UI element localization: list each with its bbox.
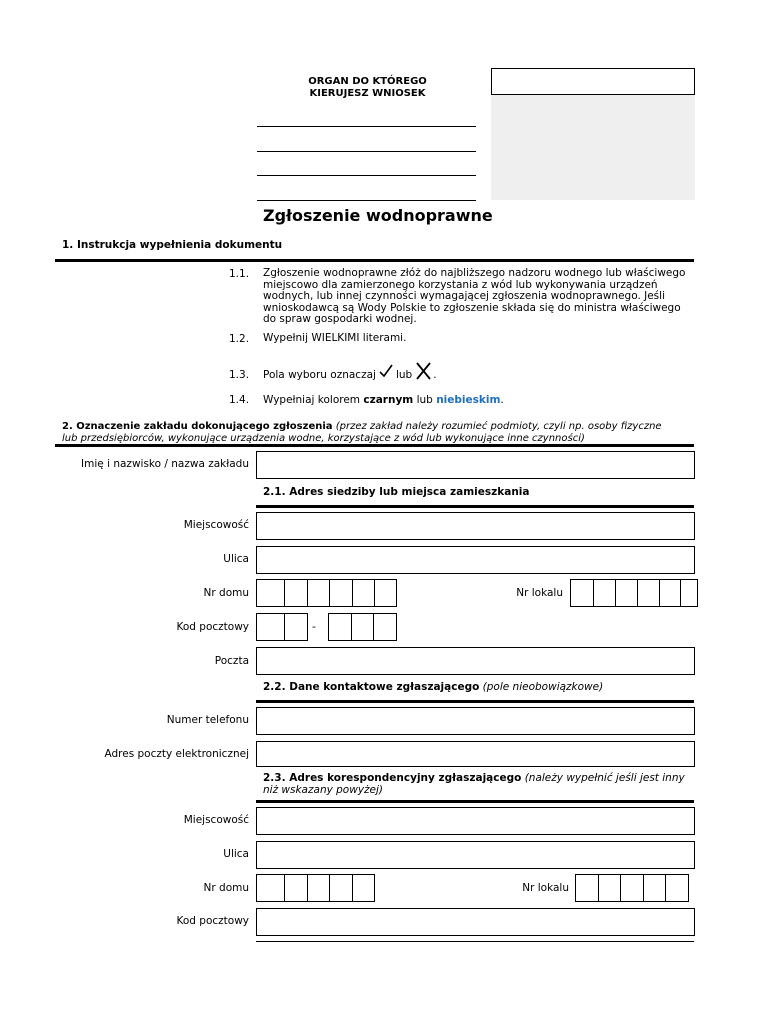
instr-1-3-num: 1.3. [229,369,250,381]
corr-flat-number-field[interactable] [575,874,689,902]
house-number-cell[interactable] [330,580,353,606]
postal-code-cell[interactable] [257,614,285,640]
corr-house-number-cell[interactable] [330,875,353,901]
sub21-divider [256,505,694,508]
phone-label: Numer telefonu [166,714,249,726]
instr-1-4-after: . [500,394,504,406]
postal-code-part2[interactable] [328,613,397,641]
section2-heading-italic2: lub przedsiębiorców, wykonujące urządzenia wodne, korzystające z wód lub wykonujące inne czynności) [62,432,585,444]
instr-1-3-before: Pola wyboru oznaczaj [263,369,376,381]
flat-number-cell[interactable] [616,580,638,606]
instr-1-2-text: Wypełnij WIELKIMI literami. [263,332,407,344]
phone-field[interactable] [256,707,695,735]
organ-title-line1: ORGAN DO KTÓREGO [308,76,427,87]
corr-flat-number-cell[interactable] [576,875,599,901]
sub23-heading-italic1: (należy wypełnić jeśli jest inny [524,772,685,784]
sub23-heading [263,773,693,796]
instr-1-1-text: Zgłoszenie wodnoprawne złóż do najbliższego nadzoru wodnego lub właściwego miejscowo dla zamierzonego korzystania z wód lub wykonywania urządzeń wodnych, lub innej czynności wymagającej zgłoszenia wodnoprawnego. Jeśli wnioskodawcą są Wody Polskie to zgłoszenie składa się do ministra właściwego do spraw gospodarki wodnej. [263,267,686,325]
name-label: Imię i nazwisko / nazwa zakładu [81,458,249,470]
sub22-heading-bold: 2.2. Dane kontaktowe zgłaszającego [263,681,480,693]
corr-city-field[interactable] [256,807,695,835]
flat-number-cell[interactable] [660,580,681,606]
postal-code-label: Kod pocztowy [176,621,249,633]
postal-code-cell[interactable] [352,614,374,640]
section2-divider [55,444,694,447]
organ-line-3[interactable] [257,175,476,176]
sub21-heading: 2.1. Adres siedziby lub miejsca zamieszkania [263,486,530,498]
corr-flat-number-cell[interactable] [599,875,621,901]
city-field[interactable] [256,512,695,540]
instr-1-1-num: 1.1. [229,268,250,280]
instr-1-4-bold: czarnym [363,394,414,406]
house-number-cell[interactable] [375,580,397,606]
house-number-field[interactable] [256,579,397,607]
corr-street-field[interactable] [256,841,695,869]
organ-line-2[interactable] [257,151,476,152]
organ-title-line2: KIERUJESZ WNIOSEK [309,88,426,99]
section2-heading-bold: 2. Oznaczenie zakładu dokonującego zgłoszenia [62,421,333,432]
sub22-heading-italic: (pole nieobowiązkowe) [482,681,604,693]
instr-1-4-num: 1.4. [229,394,250,406]
sub22-heading [263,681,603,693]
flat-number-label: Nr lokalu [516,587,563,599]
instr-1-4-blue: niebieskim [436,394,501,406]
postal-code-cell[interactable] [374,614,397,640]
organ-line-1[interactable] [257,126,476,127]
corr-city-label: Miejscowość [183,814,249,826]
flat-number-cell[interactable] [638,580,660,606]
corr-flat-number-cell[interactable] [621,875,644,901]
city-label: Miejscowość [183,519,249,531]
corr-postal-code-label: Kod pocztowy [176,915,249,927]
section2-heading-italic1: (przez zakład należy rozumieć podmioty, czyli np. osoby fizyczne [335,421,662,432]
postal-code-cell[interactable] [285,614,308,640]
organ-title [300,76,435,100]
check-mark-icon [378,363,394,379]
corr-flat-number-cell[interactable] [666,875,689,901]
name-field[interactable] [256,451,695,479]
postal-code-cell[interactable] [329,614,352,640]
corr-flat-number-label: Nr lokalu [522,882,569,894]
sub23-heading-italic2: niż wskazany powyżej) [263,783,384,796]
section1-divider [55,259,694,262]
flat-number-field[interactable] [570,579,698,607]
instr-1-4-text [263,394,504,406]
section2-heading [62,421,702,444]
instr-1-2-num: 1.2. [229,333,250,345]
house-number-cell[interactable] [308,580,330,606]
instr-1-3-text [263,361,437,381]
house-number-cell[interactable] [285,580,308,606]
street-field[interactable] [256,546,695,574]
email-label: Adres poczty elektronicznej [104,748,249,760]
instr-1-3-mid: lub [395,369,413,381]
document-title: Zgłoszenie wodnoprawne [263,206,493,225]
corr-postal-code-field[interactable] [256,908,695,936]
corr-house-number-cell[interactable] [257,875,285,901]
corr-house-number-cell[interactable] [353,875,375,901]
postal-code-part1[interactable] [256,613,308,641]
corr-house-number-cell[interactable] [308,875,330,901]
bottom-rule [256,941,694,942]
instr-1-3-after: . [433,369,437,381]
flat-number-cell[interactable] [594,580,616,606]
corr-street-label: Ulica [223,848,249,860]
instr-1-4-before: Wypełniaj kolorem [263,394,361,406]
postal-code-dash: - [312,620,316,633]
house-number-cell[interactable] [353,580,375,606]
post-office-field[interactable] [256,647,695,675]
cross-mark-icon [415,362,432,380]
organ-line-4[interactable] [257,200,476,201]
registration-number-field[interactable] [491,68,695,95]
flat-number-cell[interactable] [681,580,698,606]
sub23-heading-bold: 2.3. Adres korespondencyjny zgłaszającego [263,772,522,784]
instr-1-4-mid: lub [416,394,433,406]
post-office-label: Poczta [214,655,249,667]
email-field[interactable] [256,741,695,767]
house-number-cell[interactable] [257,580,285,606]
corr-house-number-cell[interactable] [285,875,308,901]
house-number-label: Nr domu [203,587,249,599]
corr-flat-number-cell[interactable] [644,875,666,901]
sub23-divider [256,800,694,803]
corr-house-number-field[interactable] [256,874,375,902]
street-label: Ulica [223,553,249,565]
flat-number-cell[interactable] [571,580,594,606]
sub22-divider [256,700,694,703]
corr-house-number-label: Nr domu [203,882,249,894]
section1-heading: 1. Instrukcja wypełnienia dokumentu [62,239,283,251]
